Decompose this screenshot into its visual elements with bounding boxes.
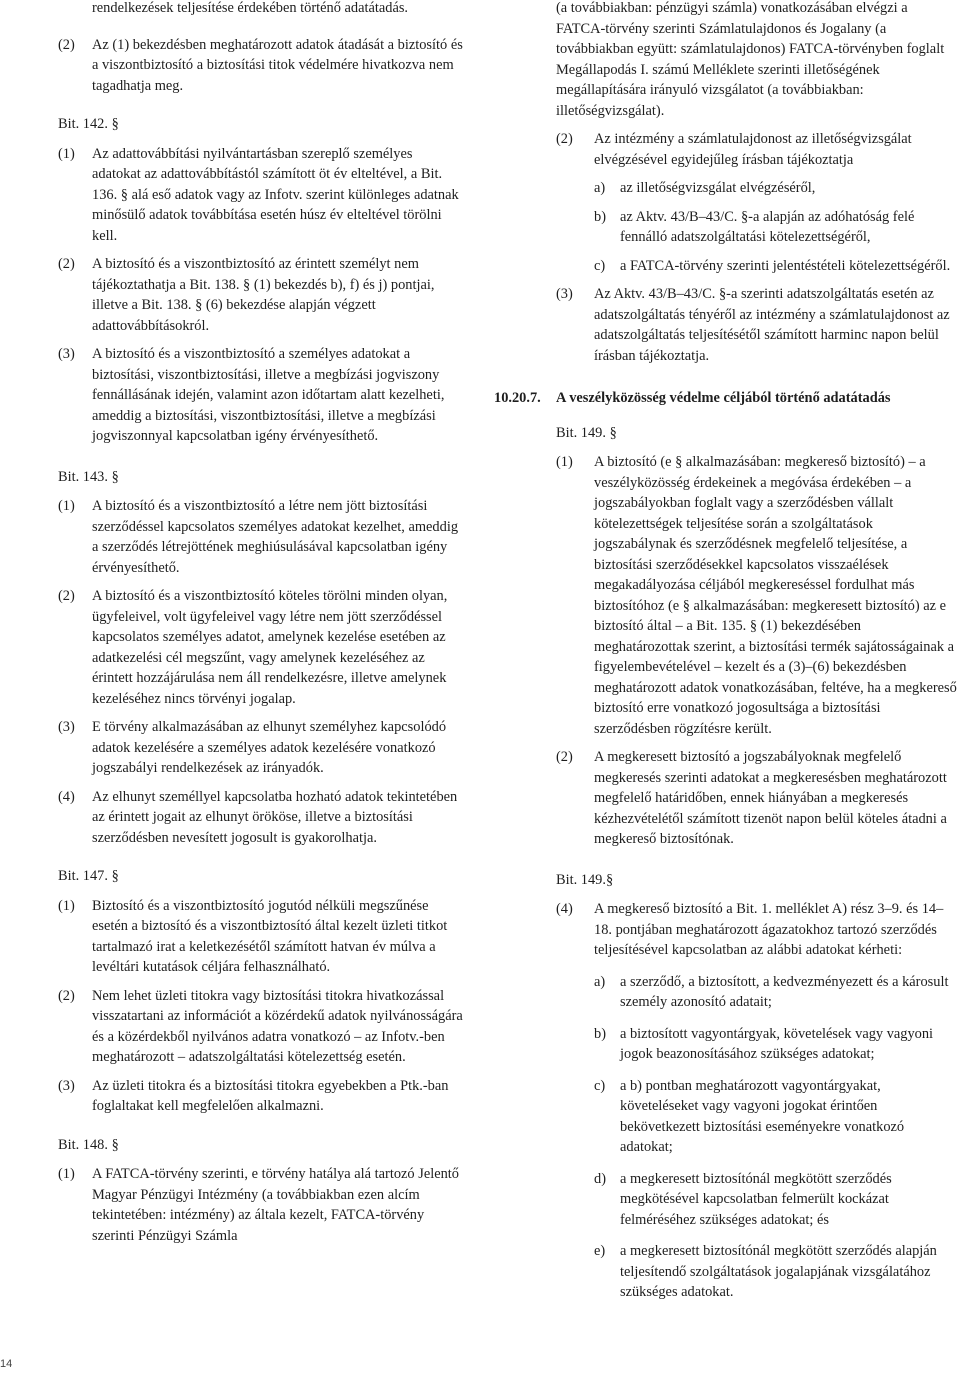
paragraph-number: (3) — [556, 286, 573, 302]
paragraph — [494, 899, 958, 1303]
list-item-text: a biztosított vagyontárgyak, követelések vagy vagyoni jogok beazonosításához szükséges adatokat; — [620, 1025, 934, 1062]
paragraph — [58, 496, 463, 578]
right-column — [494, 0, 958, 1303]
paragraph — [58, 896, 463, 978]
paragraph-number: (4) — [58, 788, 75, 805]
list-item-label: a) — [594, 180, 606, 196]
list-item-text: a megkeresett biztosítónál megkötött szerződés alapján teljesítendő szolgáltatások jogalapjának vizsgálatához szükséges adatokat. — [620, 1243, 937, 1300]
list-item-text: az Aktv. 43/B–43/C. §-a alapján az adóhatóság felé fennálló adatszolgáltatási kötelezettségéről, — [620, 208, 915, 245]
list-item-text: az illetőségvizsgálat elvégzéséről, — [620, 180, 816, 196]
paragraph-number: (1) — [58, 498, 75, 514]
paragraph — [58, 986, 463, 1068]
paragraph — [494, 129, 958, 276]
paragraph — [58, 35, 463, 97]
paragraph-continuation — [494, 0, 958, 121]
paragraph — [494, 452, 958, 739]
paragraph-number: (3) — [58, 719, 75, 735]
paragraph — [58, 1076, 463, 1117]
paragraph-number: (4) — [556, 901, 573, 917]
paragraph-number: (2) — [58, 987, 75, 1004]
paragraph — [494, 284, 958, 366]
list-item-label: e) — [594, 1243, 606, 1259]
paragraph-text: A megkeresett biztosító a jogszabályoknak megfelelő megkeresés szerinti adatokat a megkeresésben meghatározott megfelelő határidőben, ennek hiányában a megkeresés kézhezvételétől számított tizenöt napon belül köteles átadni a megkereső biztosítónak. — [594, 749, 947, 847]
paragraph-text: Az elhunyt személlyel kapcsolatba hozható adatok tekintetében az érintett jogait az elhunyt örököse, illetve a biztosítási szerződésben nevesített jogosult is gyakorolhatja. — [92, 788, 458, 846]
paragraph-text: A FATCA-törvény szerinti, e törvény hatálya alá tartozó Jelentő Magyar Pénzügyi Intézmény (a továbbiakban ezen alcím tekintetében: intézmény) az általa kezelt, FATCA-törvény szerinti Pénzügyi Számla — [92, 1166, 459, 1244]
section-heading-bit-142: Bit. 142. § — [58, 116, 119, 132]
paragraph-text: Az adattovábbítási nyilvántartásban szereplő személyes adatokat az adattovábbítástól számított öt év elteltével, a Bit. 136. § alá eső adatok vagy az Infotv. szerint különleges adatnak minősülő adatok továbbítása esetén húsz év elteltével törölni kell. — [92, 145, 459, 244]
paragraph — [58, 254, 463, 336]
paragraph-number: (2) — [556, 131, 573, 147]
list-item — [594, 256, 958, 277]
paragraph-text: A megkereső biztosító a Bit. 1. melléklet A) rész 3–9. és 14–18. pontjában meghatározott ágazatokhoz tartozó szerződés teljesítésével kapcsolatban az alábbi adatokat kérheti: — [594, 901, 944, 958]
list-item-label: b) — [594, 208, 606, 225]
paragraph-text: E törvény alkalmazásában az elhunyt személyhez kapcsolódó adatok kezelésére a személyes adatok kezelésére vonatkozó jogszabályi rendelkezések az irányadók. — [92, 719, 447, 776]
paragraph-row — [556, 899, 958, 961]
item-list — [556, 178, 958, 276]
paragraph-number: (2) — [58, 36, 75, 53]
list-item — [594, 1076, 958, 1158]
paragraph-row — [556, 452, 958, 739]
list-item — [594, 1024, 958, 1065]
paragraph-text: A biztosító és a viszontbiztosító a személyes adatokat a biztosítási, viszontbiztosítási, illetve a megbízási jogviszony fennállásának idején, valamint azon időtartam alatt kezelheti, ameddig a biztosítási, viszontbiztosítási, illetve a megbízási jogviszonnyal kapcsolatban igény érvényesíthető. — [92, 346, 445, 444]
paragraph-number: (1) — [58, 145, 75, 162]
paragraph-number: (2) — [58, 256, 75, 272]
section-heading-bit-149: Bit. 149. § — [556, 424, 617, 441]
paragraph-text: Az üzleti titokra és a biztosítási titokra egyebekben a Ptk.-ban foglaltakat kell megfelelően alkalmazni. — [92, 1077, 449, 1114]
paragraph-number: (3) — [58, 1077, 75, 1094]
list-item — [594, 178, 958, 199]
list-item-text: a szerződő, a biztosított, a kedvezményezett és a károsult személy azonosító adatait; — [620, 973, 949, 1010]
paragraph-text: Biztosító és a viszontbiztosító jogutód nélküli megszűnése esetén a biztosító és a viszontbiztosító által kezelt üzleti titkot tartalmazó irat a keletkezésétől számított hatvan év múlva a levéltári kutatások céljára felhasználható. — [92, 897, 448, 975]
list-item-label: c) — [594, 1077, 606, 1094]
list-item-label: b) — [594, 1025, 606, 1042]
list-item-text: a b) pontban meghatározott vagyontárgyakat, követeléseket vagy vagyoni jogokat érintően bekövetkezett biztosítási eseményekre vonatkozó adatokat; — [620, 1077, 905, 1155]
section-heading-bit-143: Bit. 143. § — [58, 468, 119, 485]
list-item — [594, 1169, 958, 1231]
paragraph-row — [556, 284, 958, 366]
paragraph-text: Az (1) bekezdésben meghatározott adatok átadását a biztosító és a viszontbiztosító a biztosítási titok védelmére hivatkozva nem tagadhatja meg. — [92, 36, 463, 94]
section-heading-bit-149-b: Bit. 149.§ — [556, 871, 614, 888]
left-column — [58, 0, 463, 1246]
page-number: 14 — [0, 1358, 13, 1370]
list-item-text: a FATCA-törvény szerinti jelentéstételi kötelezettségéről. — [620, 257, 951, 274]
section-heading-bit-147: Bit. 147. § — [58, 868, 119, 884]
list-item — [594, 972, 958, 1013]
paragraph — [58, 144, 463, 247]
paragraph-text: Az intézmény a számlatulajdonost az illetőségvizsgálat elvégzésével egyidejűleg írásban tájékoztatja — [594, 131, 912, 168]
item-list — [556, 972, 958, 1303]
section-heading — [494, 388, 958, 409]
paragraph — [58, 1164, 463, 1246]
paragraph-text: A biztosító és a viszontbiztosító az érintett személyt nem tájékoztathatja a Bit. 138. § (1) bekezdés b), f) és j) pontjai, illetve a Bit. 138. § (6) bekezdése alapján végzett adattovábbításokról. — [92, 256, 435, 334]
list-item-text: a megkeresett biztosítónál megkötött szerződés megkötésével kapcsolatban felmerült kockázat felméréséhez szükséges adatokat; és — [620, 1170, 892, 1228]
list-item — [594, 1241, 958, 1303]
list-item-label: a) — [594, 973, 606, 990]
section-title: A veszélyközösség védelme céljából történő adatátadás — [556, 390, 891, 406]
paragraph-text: (a továbbiakban: pénzügyi számla) vonatkozásában elvégzi a FATCA-törvény szerinti Számlatulajdonos és Jogalany (a továbbiakban együtt: számlatulajdonos) FATCA-törvényben foglalt Megállapodás I. számú Melléklete szerinti illetőségének megállapítására irányuló vizsgálatot (a továbbiakban: illetőségvizsgálat). — [556, 0, 945, 119]
list-item-label: c) — [594, 257, 606, 274]
paragraph-continuation: rendelkezések teljesítése érdekében történő adatátadás. — [92, 0, 409, 16]
paragraph-number: (2) — [556, 749, 573, 765]
paragraph-row — [556, 129, 958, 170]
paragraph — [494, 747, 958, 850]
paragraph — [58, 344, 463, 447]
list-item-label: d) — [594, 1170, 606, 1187]
list-item — [594, 207, 958, 248]
paragraph-number: (3) — [58, 346, 75, 362]
paragraph — [58, 787, 463, 849]
section-heading-bit-148: Bit. 148. § — [58, 1136, 119, 1153]
paragraph-text: Az Aktv. 43/B–43/C. §-a szerinti adatszolgáltatás esetén az adatszolgáltatás tényéről az intézmény a számlatulajdonost az adatszolgáltatás teljesítésétől számított harminc napon belül írásban tájékoztatja. — [594, 286, 950, 364]
paragraph-text: A biztosító és a viszontbiztosító köteles törölni minden olyan, ügyfeleivel, volt ügyfeleivel vagy létre nem jött szerződéssel kapcsolatos személyes adatot, amelynek kezelése esetében az adatkezelési cél megszűnt, vagy amelynek kezeléséhez az érintett hozzájárulása nem áll rendelkezésre, illetve amelynek kezeléséhez nincs törvényi jogalap. — [92, 588, 448, 707]
paragraph-number: (1) — [58, 897, 75, 914]
paragraph-number: (1) — [58, 1166, 75, 1182]
paragraph-text: A biztosító (e § alkalmazásában: megkereső biztosító) – a veszélyközösség érdekeinek a megóvása érdekében – a jogszabályokban foglalt vagy a szerződésben vállalt kötelezettségek teljesítése során a szolgáltatások jogszabálynak és szerződésnek megfelelő teljesítése, a biztosítási szerződésekkel kapcsolatos visszaélések megakadályozása céljából megkereséssel fordulhat más biztosítóhoz (e § alkalmazásában: megkeresett biztosító) az e biztosító által – a Bit. 135. § (1) bekezdésében meghatározottak szerint, a biztosítási termék sajátosságainak a figyelembevételével – kezelt és a (3)–(6) bekezdésben meghatározott adatok vonatkozásában, feltéve, ha a megkereső biztosító erre vonatkozó jogosultsága a biztosítási szerződésben rögzítésre került. — [594, 454, 957, 737]
paragraph-number: (2) — [58, 588, 75, 604]
paragraph-number: (1) — [556, 454, 573, 470]
paragraph-text: A biztosító és a viszontbiztosító a létre nem jött biztosítási szerződéssel kapcsolatos személyes adatokat kezelhet, ameddig a szerződés létrejöttének meghiúsulásával kapcsolatban igény érvényesíthető. — [92, 498, 459, 576]
paragraph — [58, 586, 463, 709]
paragraph-text: Nem lehet üzleti titokra vagy biztosítási titokra hivatkozással visszatartani az információt a közérdekű adatok nyilvánosságára és a közérdekből nyilvános adatra vonatkozó – az Infotv.-ben meghatározott – adatszolgáltatási kötelezettség esetén. — [92, 987, 463, 1065]
paragraph-row — [556, 747, 958, 850]
section-number: 10.20.7. — [494, 390, 541, 406]
paragraph — [58, 717, 463, 779]
